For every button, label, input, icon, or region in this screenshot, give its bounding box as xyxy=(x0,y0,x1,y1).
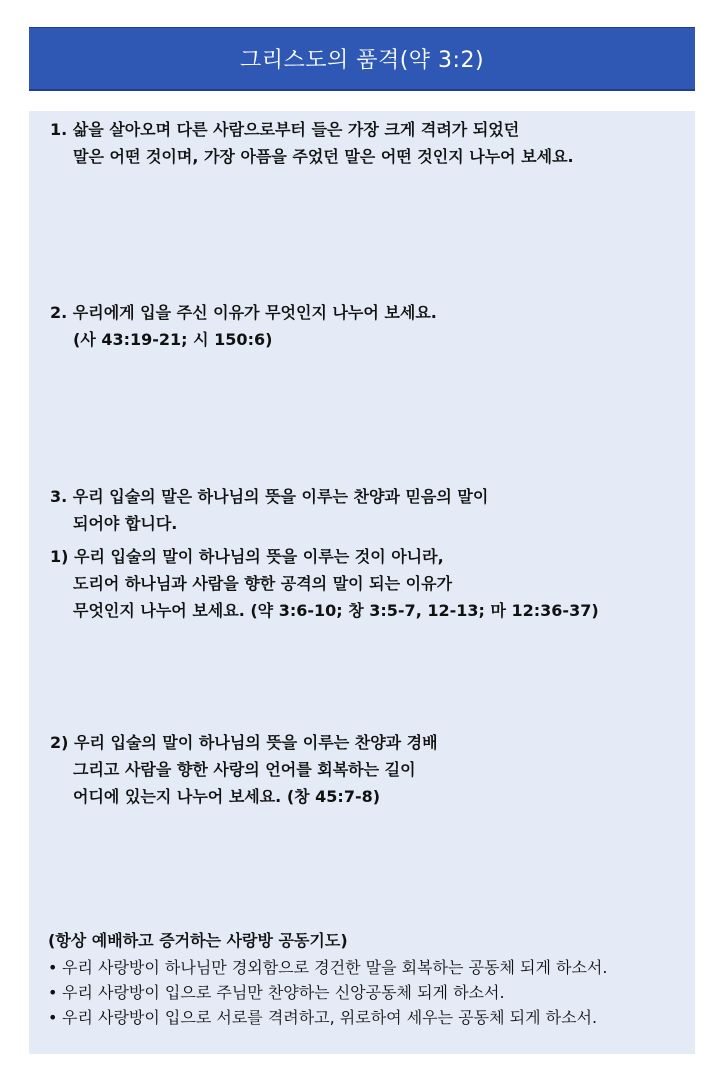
prayer-item-text: 우리 사랑방이 입으로 서로를 격려하고, 위로하여 세우는 공동체 되게 하소서. xyxy=(62,1008,598,1027)
page-title: 그리스도의 품격(약 3:2) xyxy=(239,48,485,73)
bullet-marker: • xyxy=(48,983,58,1002)
question-2-reference: (사 43:19-21; 시 150:6) xyxy=(73,330,273,349)
bullet-marker: • xyxy=(48,958,58,977)
question-1-line-2: 말은 어떤 것이며, 가장 아픔을 주었던 말은 어떤 것인지 나누어 보세요. xyxy=(73,147,574,166)
prayer-item xyxy=(48,958,607,978)
bullet-marker: • xyxy=(48,1008,58,1027)
title-banner xyxy=(29,27,695,91)
question-3-sub-1-line-1: 1) 우리 입술의 말이 하나님의 뜻을 이루는 것이 아니라, xyxy=(50,547,444,566)
prayer-item xyxy=(48,1008,597,1028)
question-1-line-1: 1. 삶을 살아오며 다른 사람으로부터 들은 가장 크게 격려가 되었던 xyxy=(50,120,520,139)
question-3-sub-2-line-2: 그리고 사람을 향한 사랑의 언어를 회복하는 길이 xyxy=(73,760,416,779)
question-3-sub-1-line-3: 무엇인지 나누어 보세요. (약 3:6-10; 창 3:5-7, 12-13; 마 12:36-37) xyxy=(73,601,599,620)
question-3-sub-2-line-3: 어디에 있는지 나누어 보세요. (창 45:7-8) xyxy=(73,787,381,806)
question-3-sub-2-line-1: 2) 우리 입술의 말이 하나님의 뜻을 이루는 찬양과 경배 xyxy=(50,733,438,752)
prayer-heading: (항상 예배하고 증거하는 사랑방 공동기도) xyxy=(48,931,348,950)
question-3-line-1: 3. 우리 입술의 말은 하나님의 뜻을 이루는 찬양과 믿음의 말이 xyxy=(50,487,489,506)
prayer-item xyxy=(48,983,505,1003)
prayer-item-text: 우리 사랑방이 입으로 주님만 찬양하는 신앙공동체 되게 하소서. xyxy=(62,983,505,1002)
prayer-item-text: 우리 사랑방이 하나님만 경외함으로 경건한 말을 회복하는 공동체 되게 하소서. xyxy=(62,958,608,977)
question-2-line-1: 2. 우리에게 입을 주신 이유가 무엇인지 나누어 보세요. xyxy=(50,303,437,322)
question-3-line-2: 되어야 합니다. xyxy=(73,514,178,533)
question-3-sub-1-line-2: 도리어 하나님과 사람을 향한 공격의 말이 되는 이유가 xyxy=(73,574,453,593)
